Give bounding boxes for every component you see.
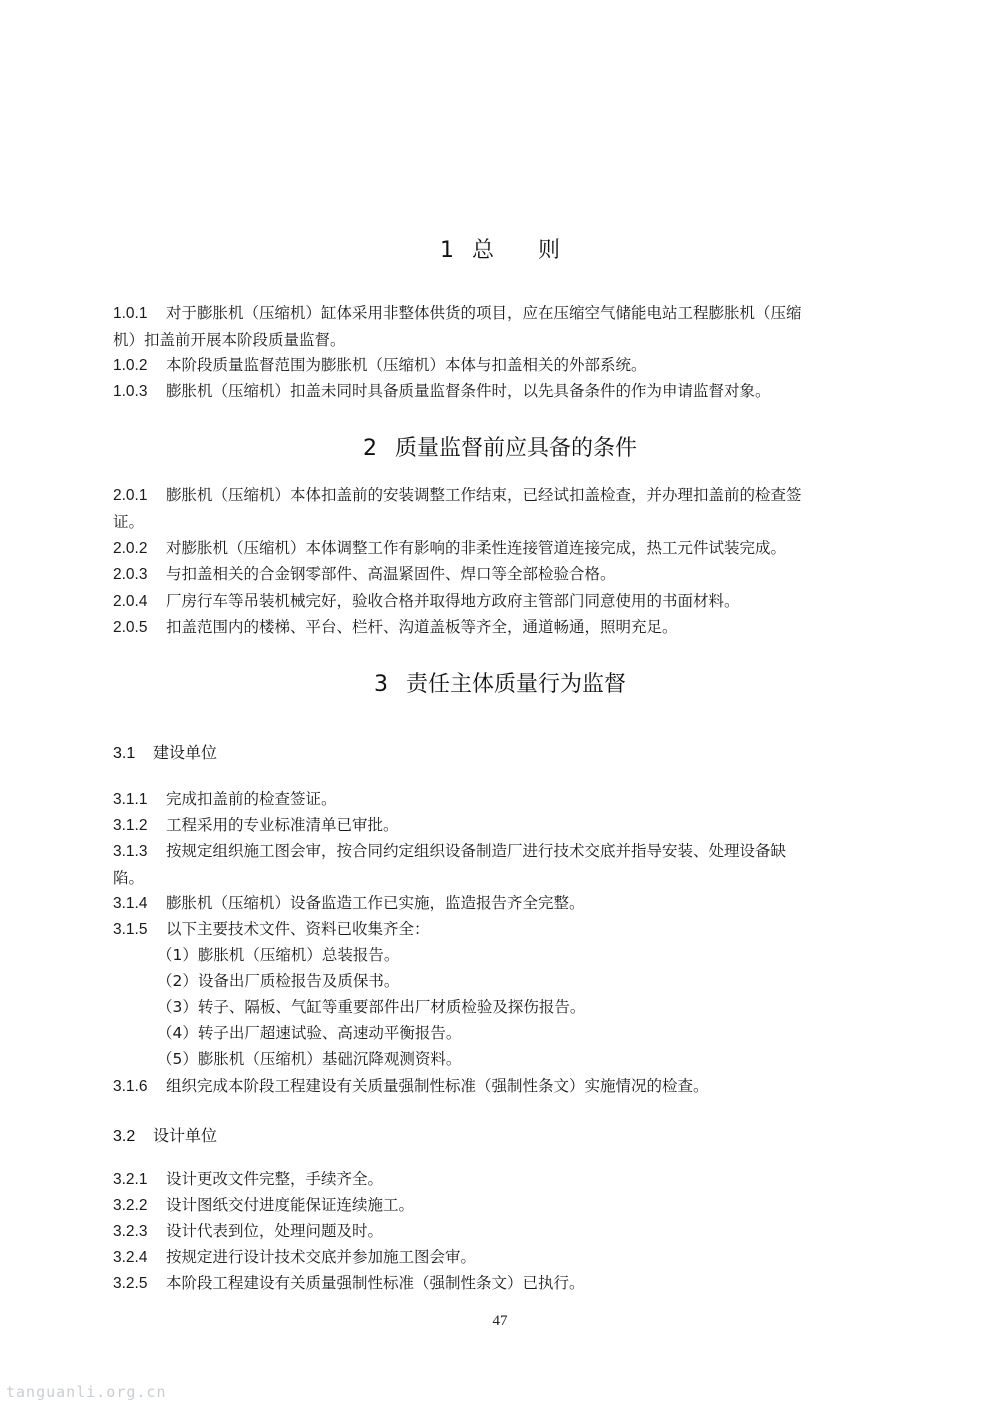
- sub-item-5: （5）膨胀机（压缩机）基础沉降观测资料。: [157, 1050, 462, 1068]
- section-3-1-heading: [113, 740, 217, 763]
- section-title: 设计单位: [153, 1126, 218, 1145]
- clause-text-continued: 陷。: [113, 869, 145, 887]
- chapter-title: 总则: [471, 238, 604, 263]
- chapter-title: 责任主体质量行为监督: [405, 672, 626, 697]
- clause-number: 1.0.2: [113, 357, 148, 374]
- chapter-number: 3: [373, 672, 388, 697]
- chapter-1-heading: [0, 233, 1000, 264]
- clause-text: 本阶段工程建设有关质量强制性标准（强制性条文）已执行。: [166, 1274, 585, 1292]
- clause-3-2-1: [113, 1166, 908, 1193]
- page-number: 47: [492, 1313, 508, 1329]
- clause-1-0-1: [113, 300, 908, 353]
- clause-1-0-3: [113, 378, 908, 405]
- clause-number: 2.0.3: [113, 566, 148, 583]
- clause-text: 膨胀机（压缩机）扣盖未同时具备质量监督条件时，以先具备条件的作为申请监督对象。: [166, 382, 771, 400]
- clause-number: 2.0.1: [113, 487, 148, 504]
- clause-text: 膨胀机（压缩机）设备监造工作已实施，监造报告齐全完整。: [166, 894, 585, 912]
- clause-number: 3.2.2: [113, 1197, 148, 1214]
- clause-text: 设计更改文件完整，手续齐全。: [166, 1170, 384, 1188]
- clause-text: 按规定组织施工图会审，按合同约定组织设备制造厂进行技术交底并指导安装、处理设备缺: [166, 842, 787, 860]
- clause-number: 3.1.3: [113, 843, 148, 860]
- clause-number: 3.1.6: [113, 1078, 148, 1095]
- section-number: 3.1: [113, 745, 136, 762]
- sub-item-3: （3）转子、隔板、气缸等重要部件出厂材质检验及探伤报告。: [157, 998, 586, 1016]
- clause-2-0-4: [113, 588, 908, 615]
- clause-number: 3.1.2: [113, 817, 148, 834]
- clause-3-1-2: [113, 812, 908, 839]
- sub-item-1: （1）膨胀机（压缩机）总装报告。: [157, 946, 400, 964]
- clause-3-1-1: [113, 786, 908, 813]
- sub-item-4: （4）转子出厂超速试验、高速动平衡报告。: [157, 1024, 462, 1042]
- clause-number: 3.2.5: [113, 1275, 148, 1292]
- clause-1-0-2: [113, 352, 908, 379]
- clause-number: 1.0.1: [113, 305, 148, 322]
- clause-2-0-3: [113, 561, 908, 588]
- clause-3-2-4: [113, 1244, 908, 1271]
- clause-text: 设计代表到位，处理问题及时。: [166, 1222, 384, 1240]
- clause-text: 工程采用的专业标准清单已审批。: [166, 816, 399, 834]
- clause-3-1-6: [113, 1073, 908, 1100]
- clause-number: 3.1.4: [113, 895, 148, 912]
- sub-item-2: （2）设备出厂质检报告及质保书。: [157, 972, 400, 990]
- clause-text: 膨胀机（压缩机）本体扣盖前的安装调整工作结束，已经试扣盖检查，并办理扣盖前的检查签: [166, 486, 802, 504]
- section-3-2-heading: [113, 1123, 217, 1146]
- clause-number: 1.0.3: [113, 383, 148, 400]
- clause-3-2-2: [113, 1192, 908, 1219]
- clause-text: 对于膨胀机（压缩机）缸体采用非整体供货的项目，应在压缩空气储能电站工程膨胀机（压缩: [166, 304, 802, 322]
- chapter-2-heading: [0, 431, 1000, 462]
- clause-text: 厂房行车等吊装机械完好，验收合格并取得地方政府主管部门同意使用的书面材料。: [166, 592, 740, 610]
- clause-text: 以下主要技术文件、资料已收集齐全：: [166, 920, 430, 938]
- clause-2-0-2: [113, 535, 908, 562]
- clause-2-0-5: [113, 614, 908, 641]
- clause-3-1-3: [113, 838, 908, 891]
- clause-text: 完成扣盖前的检查签证。: [166, 790, 337, 808]
- clause-number: 3.1.5: [113, 921, 148, 938]
- clause-text: 扣盖范围内的楼梯、平台、栏杆、沟道盖板等齐全，通道畅通，照明充足。: [166, 618, 678, 636]
- chapter-number: 2: [362, 436, 377, 461]
- section-number: 3.2: [113, 1128, 136, 1145]
- clause-text: 设计图纸交付进度能保证连续施工。: [166, 1196, 415, 1214]
- clause-3-2-3: [113, 1218, 908, 1245]
- clause-number: 3.2.4: [113, 1249, 148, 1266]
- chapter-3-heading: [0, 667, 1000, 698]
- clause-2-0-1: [113, 482, 908, 535]
- clause-text: 组织完成本阶段工程建设有关质量强制性标准（强制性条文）实施情况的检查。: [166, 1077, 709, 1095]
- clause-number: 2.0.5: [113, 619, 148, 636]
- clause-number: 3.1.1: [113, 791, 148, 808]
- clause-number: 3.2.3: [113, 1223, 148, 1240]
- clause-text-continued: 证。: [113, 513, 145, 531]
- clause-number: 2.0.2: [113, 540, 148, 557]
- watermark: tanguanli.org.cn: [6, 1383, 167, 1401]
- clause-text: 按规定进行设计技术交底并参加施工图会审。: [166, 1248, 477, 1266]
- clause-text: 本阶段质量监督范围为膨胀机（压缩机）本体与扣盖相关的外部系统。: [166, 356, 647, 374]
- clause-number: 2.0.4: [113, 593, 148, 610]
- clause-3-1-5: [113, 916, 908, 943]
- chapter-number: 1: [439, 238, 454, 263]
- clause-text: 对膨胀机（压缩机）本体调整工作有影响的非柔性连接管道连接完成，热工元件试装完成。: [166, 539, 787, 557]
- chapter-title: 质量监督前应具备的条件: [394, 436, 637, 461]
- clause-3-1-4: [113, 890, 908, 917]
- clause-text-continued: 机）扣盖前开展本阶段质量监督。: [113, 331, 346, 349]
- clause-3-2-5: [113, 1270, 908, 1297]
- clause-text: 与扣盖相关的合金钢零部件、高温紧固件、焊口等全部检验合格。: [166, 565, 616, 583]
- section-title: 建设单位: [153, 743, 218, 762]
- clause-number: 3.2.1: [113, 1171, 148, 1188]
